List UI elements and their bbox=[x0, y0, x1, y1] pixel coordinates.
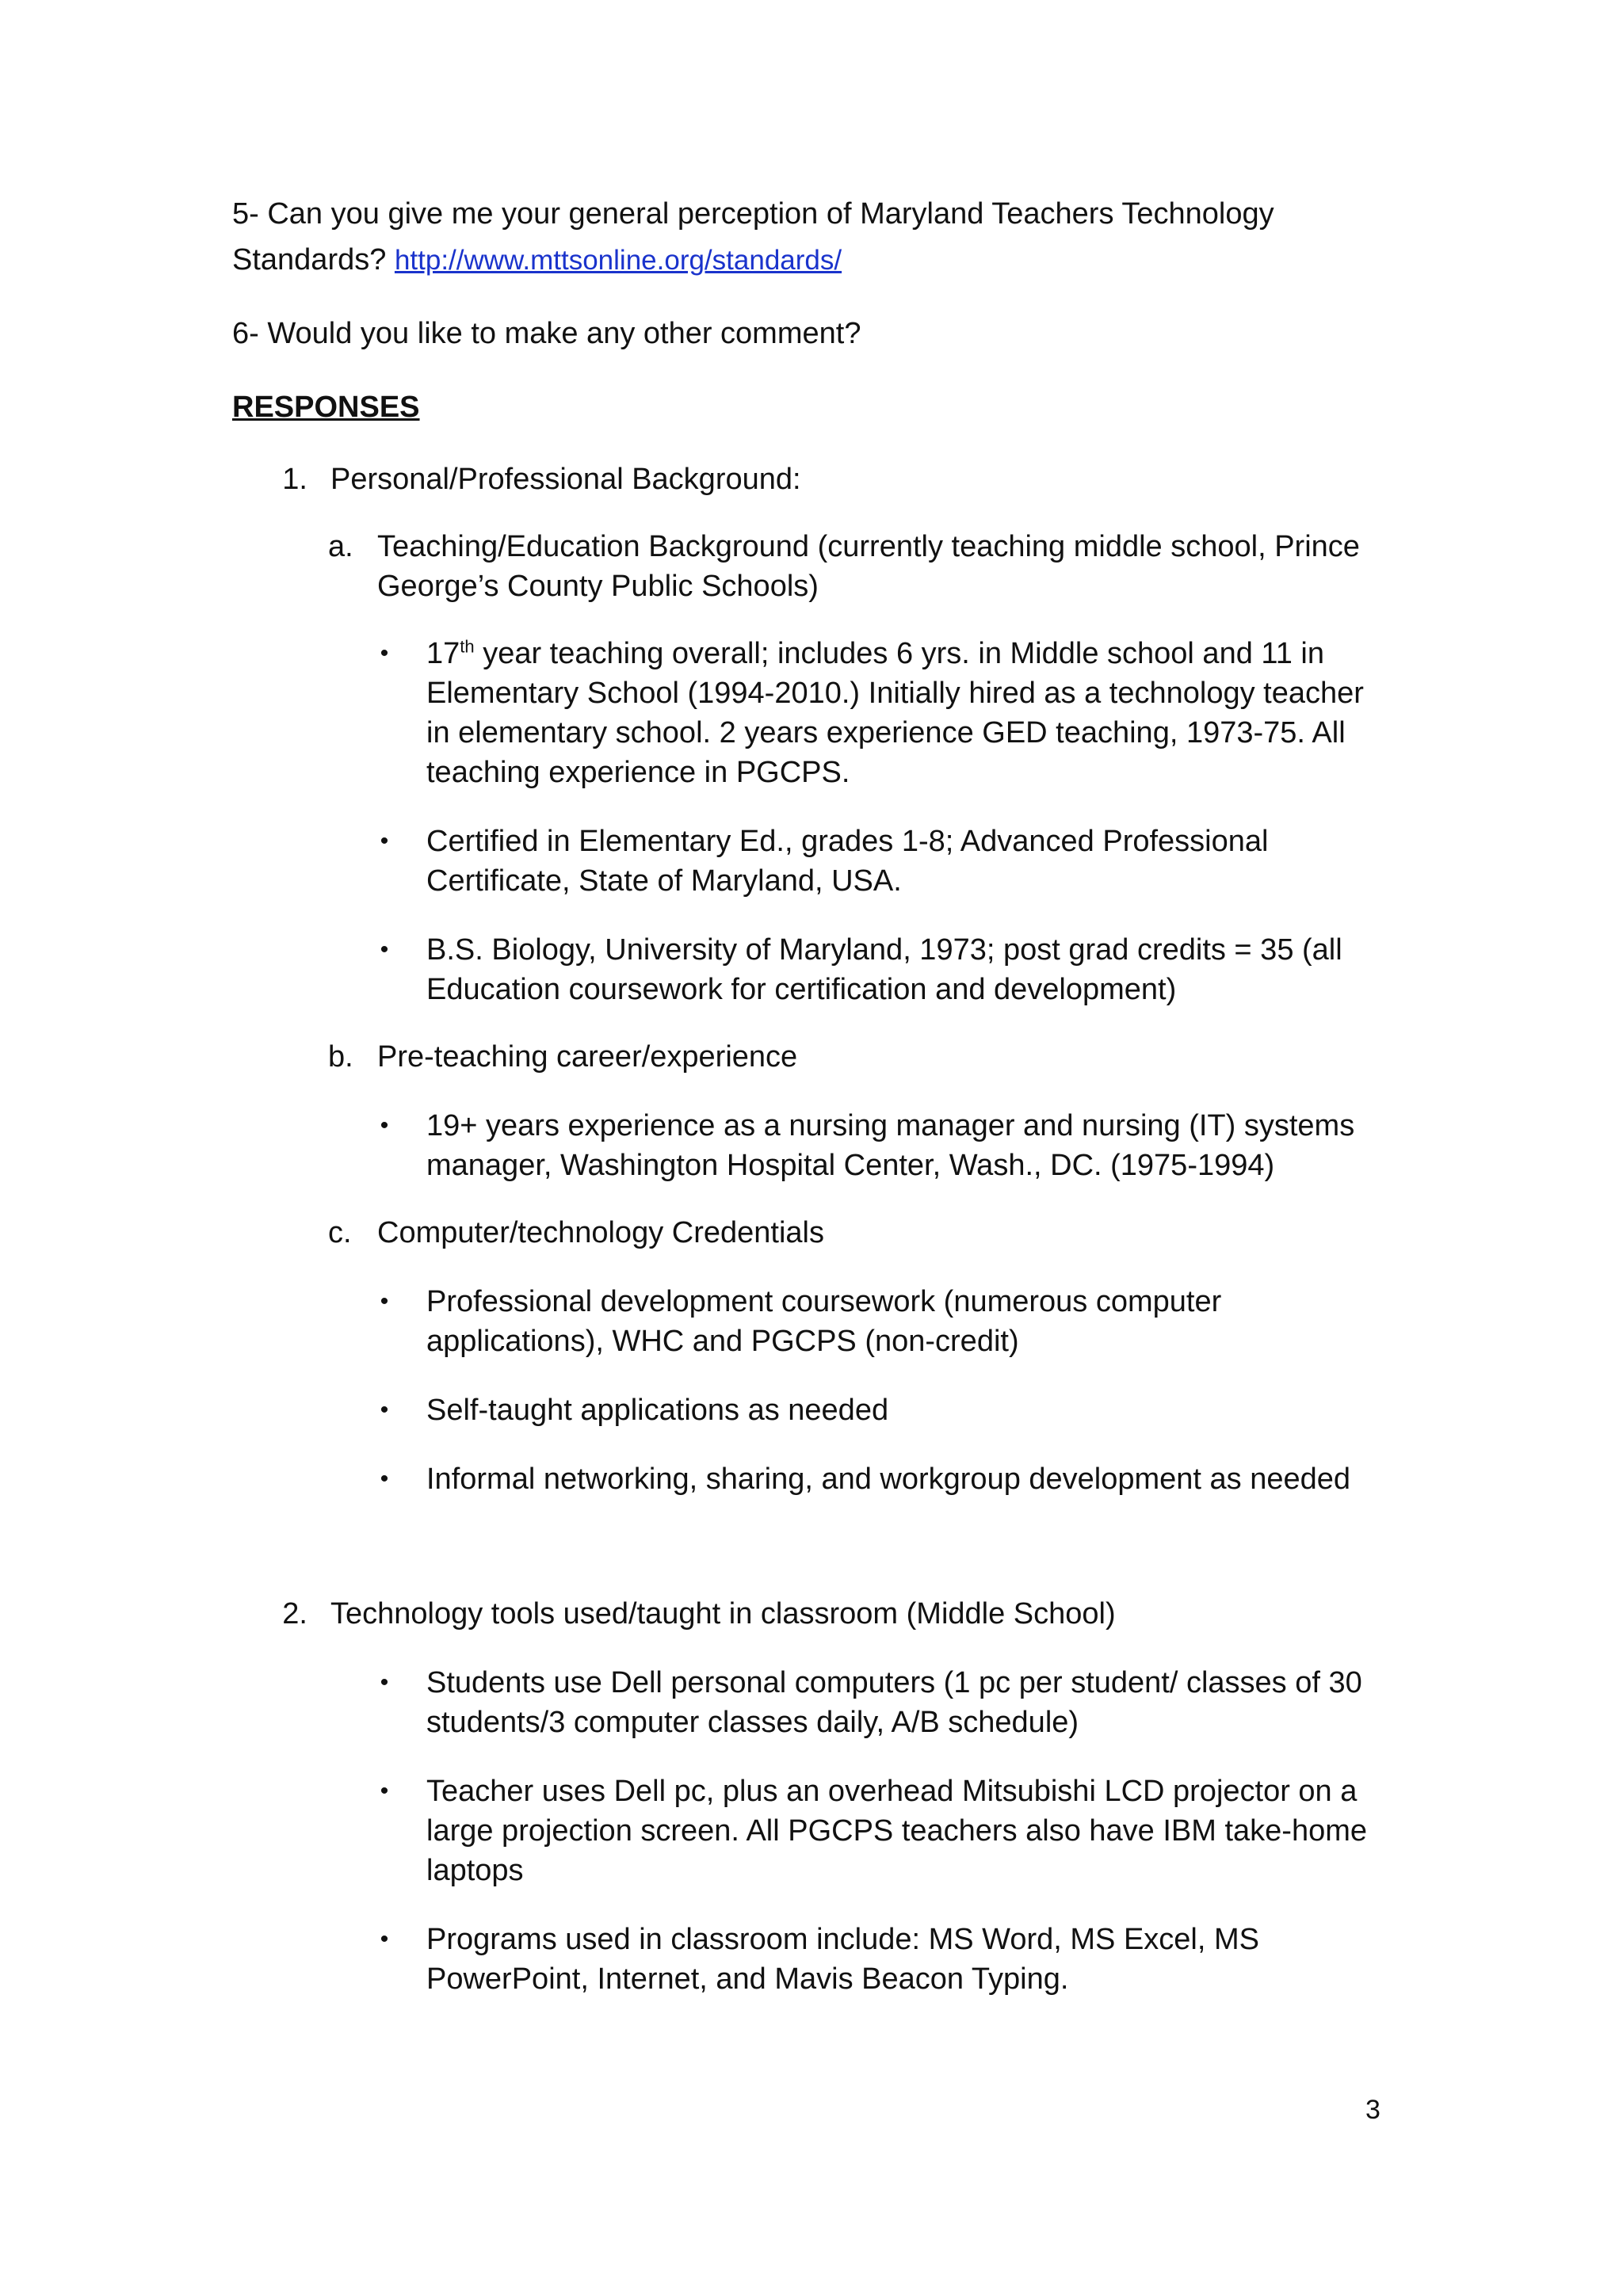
section-1c-title: Computer/technology Credentials bbox=[377, 1216, 824, 1249]
section-2-number: 2. bbox=[282, 1597, 307, 1630]
section-1b-letter: b. bbox=[328, 1040, 353, 1074]
bullet-1a-1-line1 bbox=[426, 634, 1324, 673]
bullet-1a-1-line4: teaching experience in PGCPS. bbox=[426, 756, 850, 789]
bullet-1a-1-line2: Elementary School (1994-2010.) Initially hired as a technology teacher bbox=[426, 677, 1364, 710]
question-5-standards-label: Standards? bbox=[232, 243, 387, 277]
ordinal-suffix: th bbox=[460, 636, 475, 657]
bullet-icon: • bbox=[380, 1466, 389, 1492]
bullet-icon: • bbox=[380, 1778, 389, 1804]
bullet-icon: • bbox=[380, 640, 389, 666]
bullet-2-3-line1: Programs used in classroom include: MS Word, MS Excel, MS bbox=[426, 1923, 1259, 1956]
bullet-1a-2-line1: Certified in Elementary Ed., grades 1-8; Advanced Professional bbox=[426, 825, 1269, 858]
ordinal-number: 17 bbox=[426, 637, 460, 670]
bullet-icon: • bbox=[380, 1669, 389, 1695]
question-5-cont bbox=[232, 240, 842, 280]
section-1-title: Personal/Professional Background: bbox=[330, 463, 801, 496]
bullet-1c-1-line1: Professional development coursework (numerous computer bbox=[426, 1285, 1222, 1318]
bullet-icon: • bbox=[380, 828, 389, 854]
bullet-1b-1-line2: manager, Washington Hospital Center, Wash., DC. (1975-1994) bbox=[426, 1149, 1275, 1182]
bullet-icon: • bbox=[380, 1397, 389, 1423]
bullet-2-2-line1: Teacher uses Dell pc, plus an overhead Mitsubishi LCD projector on a bbox=[426, 1775, 1358, 1808]
bullet-2-1-line1: Students use Dell personal computers (1 pc per student/ classes of 30 bbox=[426, 1666, 1362, 1699]
standards-link[interactable]: http://www.mttsonline.org/standards/ bbox=[394, 245, 842, 276]
question-5: 5- Can you give me your general perception of Maryland Teachers Technology bbox=[232, 197, 1274, 231]
page-number: 3 bbox=[1365, 2095, 1381, 2125]
section-1c-letter: c. bbox=[328, 1216, 352, 1249]
section-1b-title: Pre-teaching career/experience bbox=[377, 1040, 798, 1074]
section-2-title: Technology tools used/taught in classroom (Middle School) bbox=[330, 1597, 1116, 1630]
bullet-icon: • bbox=[380, 1288, 389, 1314]
bullet-1a-3-line1: B.S. Biology, University of Maryland, 1973; post grad credits = 35 (all bbox=[426, 933, 1342, 967]
responses-heading: RESPONSES bbox=[232, 391, 420, 424]
bullet-2-2-line3: laptops bbox=[426, 1854, 524, 1887]
bullet-1a-1-rest: year teaching overall; includes 6 yrs. in Middle school and 11 in bbox=[474, 637, 1324, 670]
bullet-icon: • bbox=[380, 1926, 389, 1952]
bullet-1b-1-line1: 19+ years experience as a nursing manager and nursing (IT) systems bbox=[426, 1109, 1355, 1142]
bullet-1c-3-line1: Informal networking, sharing, and workgroup development as needed bbox=[426, 1463, 1351, 1496]
bullet-2-3-line2: PowerPoint, Internet, and Mavis Beacon Typing. bbox=[426, 1962, 1069, 1996]
bullet-1a-1-line3: in elementary school. 2 years experience GED teaching, 1973-75. All bbox=[426, 716, 1346, 749]
question-6: 6- Would you like to make any other comment? bbox=[232, 317, 861, 350]
bullet-1c-2-line1: Self-taught applications as needed bbox=[426, 1394, 889, 1427]
bullet-icon: • bbox=[380, 1112, 389, 1138]
bullet-icon: • bbox=[380, 936, 389, 963]
bullet-1c-1-line2: applications), WHC and PGCPS (non-credit) bbox=[426, 1325, 1019, 1358]
section-1-number: 1. bbox=[282, 463, 307, 496]
bullet-2-1-line2: students/3 computer classes daily, A/B schedule) bbox=[426, 1706, 1079, 1739]
section-1a-letter: a. bbox=[328, 530, 353, 563]
bullet-1a-2-line2: Certificate, State of Maryland, USA. bbox=[426, 864, 902, 898]
section-1a-line1: Teaching/Education Background (currently teaching middle school, Prince bbox=[377, 530, 1360, 563]
bullet-2-2-line2: large projection screen. All PGCPS teachers also have IBM take-home bbox=[426, 1814, 1368, 1848]
bullet-1a-3-line2: Education coursework for certification and development) bbox=[426, 973, 1177, 1006]
section-1a-line2: George’s County Public Schools) bbox=[377, 570, 819, 603]
